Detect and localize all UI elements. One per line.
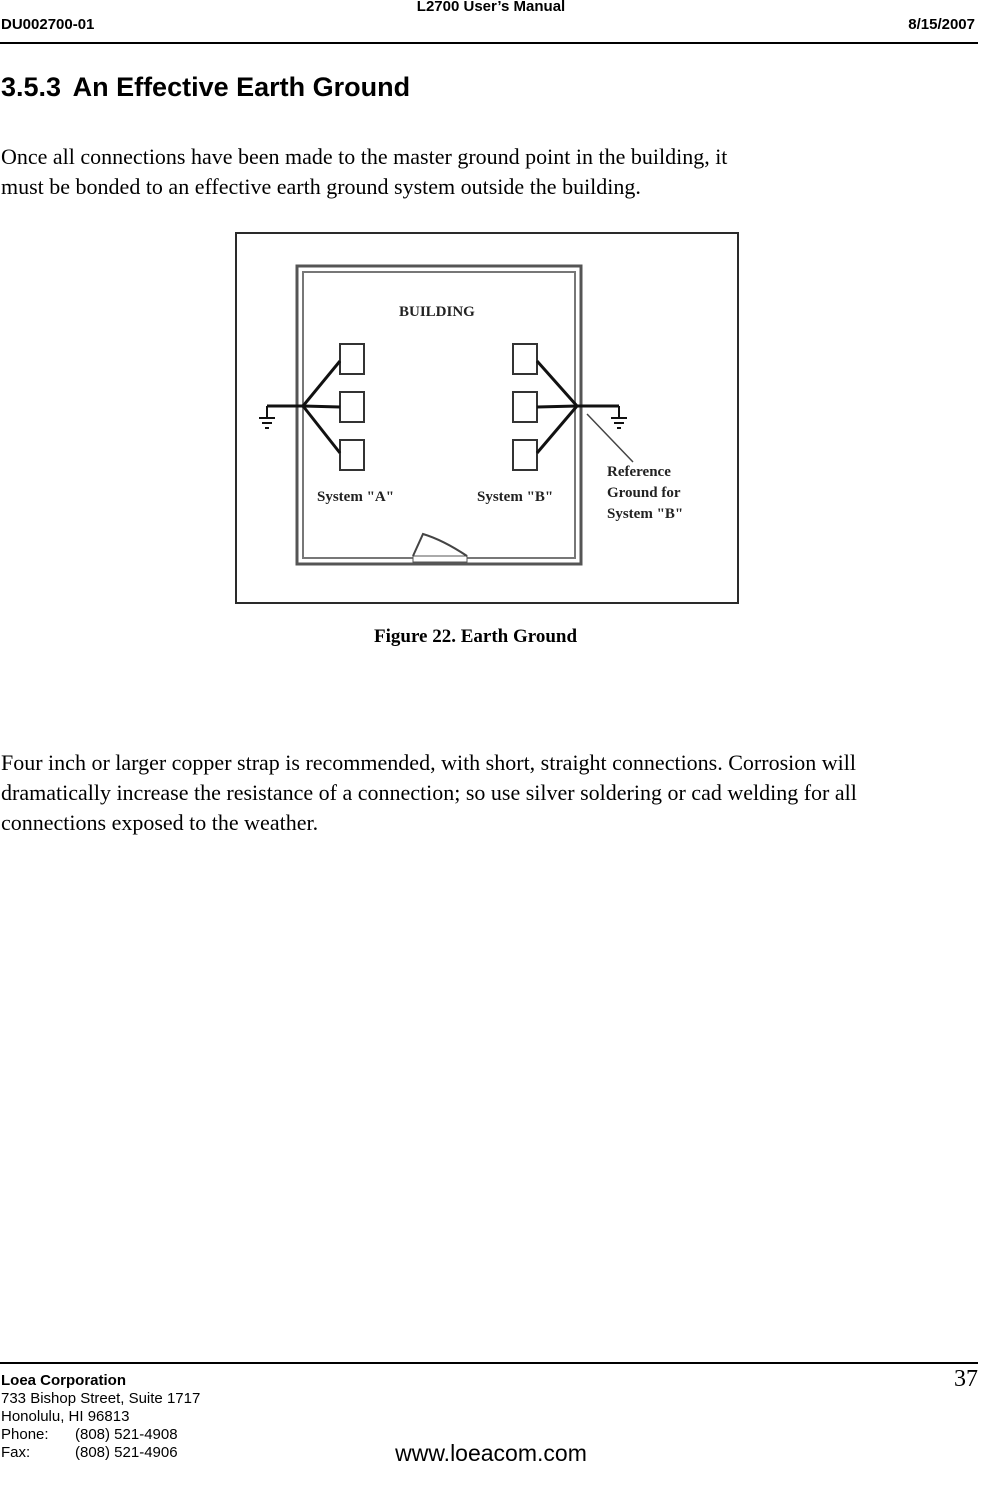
system-a-unit-3 (340, 440, 364, 470)
footer-rule (0, 1362, 978, 1364)
footer-company: Loea Corporation (1, 1372, 127, 1389)
footer-phone: (808) 521-4908 (75, 1426, 178, 1443)
reference-label-line-3: System "B" (607, 506, 684, 522)
system-a-ground-symbol-icon (259, 418, 275, 428)
doc-date: 8/15/2007 (908, 16, 975, 33)
system-a-label: System "A" (317, 489, 395, 505)
system-b-unit-1 (513, 344, 537, 374)
intro-paragraph (1, 142, 961, 202)
system-b-ground-symbol-icon (611, 418, 627, 428)
footer-street: 733 Bishop Street, Suite 1717 (1, 1390, 201, 1407)
footer-fax: (808) 521-4906 (75, 1444, 178, 1461)
system-b-label: System "B" (477, 489, 554, 505)
earth-ground-figure (235, 232, 739, 604)
building-label: BUILDING (399, 304, 475, 320)
system-b-wire-3 (537, 406, 577, 453)
body-line-3: connections exposed to the weather. (1, 810, 319, 835)
reference-pointer (587, 414, 633, 462)
page-number: 37 (954, 1366, 978, 1392)
system-b-wire-1 (537, 361, 577, 406)
footer-website[interactable]: www.loeacom.com (395, 1440, 587, 1466)
footer-fax-label: Fax: (1, 1444, 31, 1461)
system-b-wire-2 (537, 406, 577, 407)
system-a-wire-3 (303, 406, 340, 453)
system-a-wire-1 (303, 361, 340, 406)
reference-label-line-2: Ground for (607, 485, 681, 501)
body-paragraph (1, 748, 979, 838)
system-b-unit-2 (513, 392, 537, 422)
doc-number: DU002700-01 (1, 16, 95, 33)
door-opening (413, 556, 467, 562)
manual-title: L2700 User’s Manual (416, 0, 566, 15)
system-b-unit-3 (513, 440, 537, 470)
intro-line-1: Once all connections have been made to the master ground point in the building, it (1, 144, 728, 169)
body-line-2: dramatically increase the resistance of a connection; so use silver soldering or cad welding for all (1, 780, 857, 805)
figure-caption: Figure 22. Earth Ground (374, 626, 578, 647)
reference-label-line-1: Reference (607, 464, 671, 480)
section-heading (1, 72, 410, 103)
header-rule (0, 42, 978, 44)
earth-ground-diagram (237, 234, 737, 602)
section-title: An Effective Earth Ground (72, 72, 411, 102)
footer-phone-label: Phone: (1, 1426, 49, 1443)
system-a-wire-2 (303, 406, 340, 407)
footer-city: Honolulu, HI 96813 (1, 1408, 130, 1425)
intro-line-2: must be bonded to an effective earth ground system outside the building. (1, 174, 641, 199)
system-a-unit-1 (340, 344, 364, 374)
system-a-unit-2 (340, 392, 364, 422)
body-line-1: Four inch or larger copper strap is recommended, with short, straight connections. Corrosion will (1, 750, 856, 775)
door-swing (413, 534, 467, 556)
section-number: 3.5.3 (1, 72, 62, 102)
